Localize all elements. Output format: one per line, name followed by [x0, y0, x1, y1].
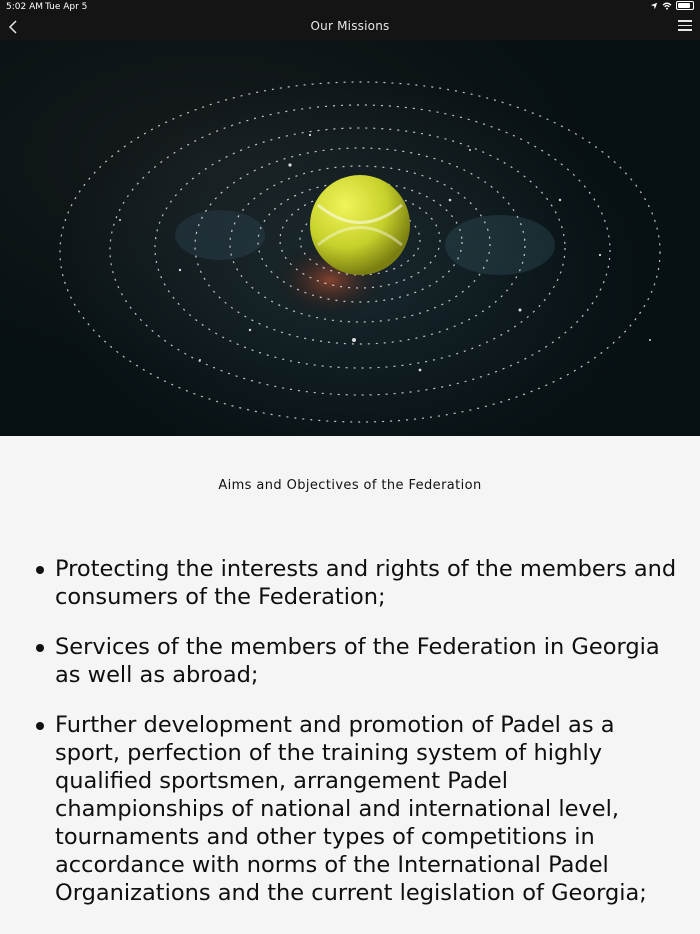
list-item: Services of the members of the Federation in Georgia as well as abroad;: [34, 633, 684, 689]
list-item: Protecting the interests and rights of the members and consumers of the Federation;: [34, 555, 684, 611]
status-time: 5:02 AM: [6, 2, 43, 12]
top-navigation-bar: [0, 14, 700, 40]
objectives-list: [34, 555, 684, 929]
hero-image: [0, 40, 700, 436]
status-bar: [0, 0, 700, 14]
battery-icon: [676, 1, 694, 10]
list-item: Further development and promotion of Padel as a sport, perfection of the training system of highly qualified sportsmen, arrangement Padel championships of national and international level, tournaments and other types of competitions in accordance with norms of the International Padel Organizations and the current legislation of Georgia;: [34, 711, 684, 907]
tennis-ball-galaxy-image: [0, 40, 700, 436]
wifi-icon: [662, 2, 672, 10]
page-title: Our Missions: [310, 19, 390, 33]
status-date: Tue Apr 5: [45, 2, 88, 12]
section-title: Aims and Objectives of the Federation: [218, 478, 482, 493]
hamburger-menu-icon: [678, 20, 692, 31]
location-icon: [650, 2, 658, 10]
status-icons: [650, 1, 694, 10]
menu-button[interactable]: [678, 20, 692, 32]
